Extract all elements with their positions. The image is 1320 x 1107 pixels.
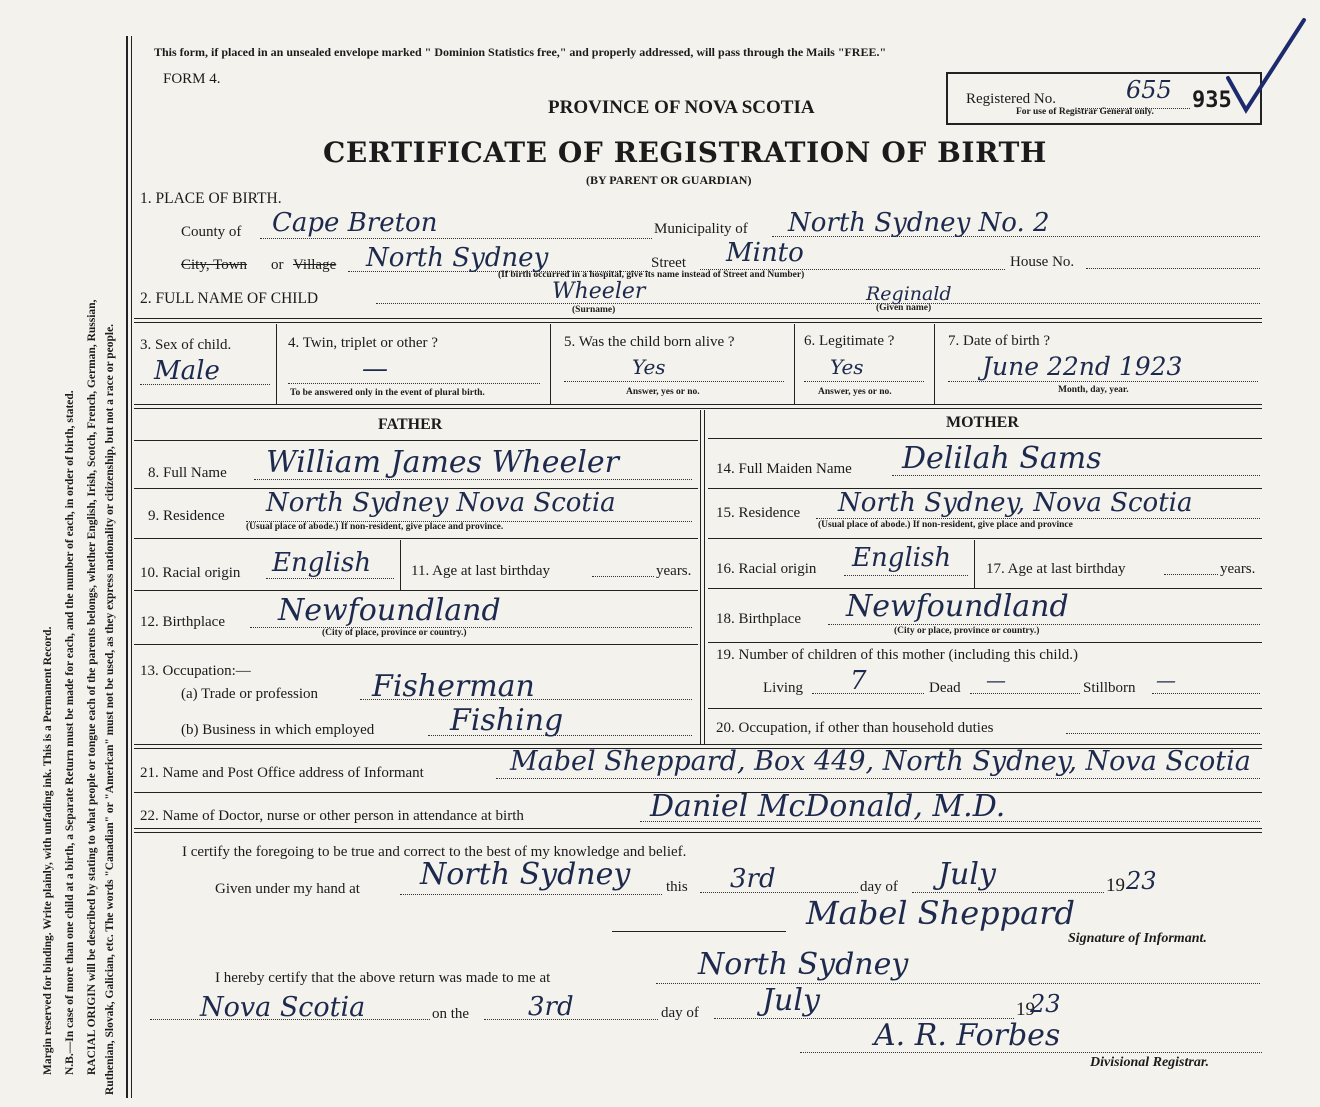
children-count-label: 19. Number of children of this mother (including this child.): [716, 647, 1079, 663]
registrar-day-of-label: day of: [661, 1005, 699, 1021]
registered-number-stamped: 935: [1192, 88, 1232, 113]
city-value: North Sydney: [366, 243, 549, 273]
county-label: County of: [181, 224, 242, 240]
mother-residence-caption: (Usual place of abode.) If non-resident, give place and province: [818, 520, 1073, 530]
margin-note-racial-origin: RACIAL ORIGIN will be described by stating to what people or tongue each of the parents belongs, whether English, Irish, Scotch, French, German, Russian,: [86, 299, 98, 1075]
registrar-place-value: North Sydney: [698, 947, 909, 982]
father-residence-caption: (Usual place of abode.) If non-resident, give place and province.: [246, 522, 504, 532]
municipality-label: Municipality of: [654, 221, 748, 237]
place-of-birth-label: 1. PLACE OF BIRTH.: [140, 190, 282, 207]
dead-value: —: [986, 668, 1006, 692]
informant-label: 21. Name and Post Office address of Informant: [140, 765, 424, 781]
informant-value: Mabel Sheppard, Box 449, North Sydney, Nova Scotia: [510, 746, 1251, 777]
registrar-use-note: For use of Registrar General only.: [1016, 107, 1154, 117]
checkmark-icon: [1224, 16, 1310, 116]
margin-note-binding: Margin reserved for binding. Write plainly, with unfading ink. This is a Permanent Record.: [42, 626, 54, 1075]
street-value: Minto: [726, 238, 804, 268]
business-value: Fishing: [450, 703, 564, 738]
given-year-value: 23: [1126, 867, 1157, 895]
living-label: Living: [763, 680, 803, 696]
dob-label: 7. Date of birth ?: [948, 333, 1051, 349]
mother-age-unit: years.: [1220, 561, 1256, 577]
occupation-label: 13. Occupation:—: [140, 663, 251, 679]
mother-birthplace-value: Newfoundland: [846, 589, 1069, 624]
stillborn-value: —: [1156, 668, 1176, 692]
alive-label: 5. Was the child born alive ?: [564, 334, 735, 350]
dead-label: Dead: [929, 680, 961, 696]
hospital-note: (If birth occurred in a hospital, give its name instead of Street and Number): [498, 270, 805, 280]
child-surname: Wheeler: [552, 279, 646, 304]
stillborn-label: Stillborn: [1083, 680, 1136, 696]
legitimate-caption: Answer, yes or no.: [818, 387, 892, 397]
mother-residence-value: North Sydney, Nova Scotia: [838, 488, 1193, 518]
registrar-signature-caption: Divisional Registrar.: [1090, 1055, 1210, 1070]
county-value: Cape Breton: [272, 208, 438, 238]
registrar-day-value: 3rd: [528, 992, 574, 1022]
mother-name-value: Delilah Sams: [902, 441, 1102, 476]
given-name-caption: (Given name): [876, 303, 932, 313]
father-age-label: 11. Age at last birthday: [411, 563, 550, 579]
business-label: (b) Business in which employed: [181, 722, 375, 738]
father-birthplace-label: 12. Birthplace: [140, 614, 225, 630]
child-name-label: 2. FULL NAME OF CHILD: [140, 290, 319, 307]
trade-label: (a) Trade or profession: [181, 686, 319, 702]
sex-label: 3. Sex of child.: [140, 337, 232, 353]
mother-age-label: 17. Age at last birthday: [986, 561, 1126, 577]
given-month-value: July: [938, 857, 996, 892]
alive-caption: Answer, yes or no.: [626, 387, 700, 397]
registered-number-handwritten: 655: [1126, 76, 1172, 104]
house-no-label: House No.: [1010, 254, 1075, 270]
given-day-value: 3rd: [730, 864, 776, 894]
mother-heading: MOTHER: [946, 414, 1019, 431]
city-or: or: [271, 257, 284, 273]
father-name-label: 8. Full Name: [148, 465, 227, 481]
mother-racial-value: English: [852, 543, 952, 573]
father-residence-value: North Sydney Nova Scotia: [266, 488, 616, 518]
given-year-prefix: 19: [1106, 875, 1125, 896]
registrar-month-value: July: [762, 983, 820, 1018]
legitimate-value: Yes: [830, 355, 864, 379]
father-residence-label: 9. Residence: [148, 508, 225, 524]
certificate-subtitle: (BY PARENT OR GUARDIAN): [586, 173, 752, 187]
given-place-value: North Sydney: [420, 857, 631, 892]
child-given-name: Reginald: [866, 283, 952, 305]
province-heading: PROVINCE OF NOVA SCOTIA: [548, 97, 815, 118]
day-of-label: day of: [860, 879, 898, 895]
mother-residence-label: 15. Residence: [716, 505, 801, 521]
dob-value: June 22nd 1923: [982, 352, 1183, 381]
margin-border-line-inner: [131, 36, 132, 1098]
form-number: FORM 4.: [163, 71, 221, 87]
informant-signature-caption: Signature of Informant.: [1068, 931, 1207, 946]
margin-note-multiple-births: N.B.—In case of more than one child at a birth, a Separate Return must be made for each, and the number of each, in order of birth, stated.: [64, 390, 76, 1075]
mother-birthplace-caption: (City or place, province or country.): [894, 626, 1040, 636]
certificate-title: CERTIFICATE OF REGISTRATION OF BIRTH: [323, 136, 1047, 169]
margin-border-line: [126, 36, 128, 1098]
dob-caption: Month, day, year.: [1058, 385, 1129, 395]
living-value: 7: [850, 666, 867, 696]
registrar-place2-value: Nova Scotia: [200, 992, 366, 1023]
mother-birthplace-label: 18. Birthplace: [716, 611, 801, 627]
registered-label: Registered No.: [966, 91, 1056, 107]
father-heading: FATHER: [378, 416, 443, 433]
registrar-signature: A. R. Forbes: [874, 1018, 1061, 1053]
father-racial-label: 10. Racial origin: [140, 565, 241, 581]
certify-statement: I certify the foregoing to be true and correct to the best of my knowledge and belief.: [182, 844, 687, 860]
mother-racial-label: 16. Racial origin: [716, 561, 817, 577]
this-label: this: [666, 879, 688, 895]
registrar-year-value: 23: [1030, 990, 1061, 1018]
street-label: Street: [651, 255, 686, 271]
father-age-unit: years.: [656, 563, 692, 579]
doctor-value: Daniel McDonald, M.D.: [650, 789, 1006, 824]
city-town-struck: City, Town: [181, 257, 248, 273]
registration-box: [946, 72, 1262, 125]
informant-signature: Mabel Sheppard: [806, 894, 1075, 932]
surname-caption: (Surname): [572, 305, 616, 315]
twin-label: 4. Twin, triplet or other ?: [288, 335, 438, 351]
given-under-label: Given under my hand at: [215, 881, 360, 897]
mother-occupation-label: 20. Occupation, if other than household duties: [716, 720, 994, 736]
mail-notice: This form, if placed in an unsealed envelope marked " Dominion Statistics free," and properly addressed, will pass through the Mails "FREE.": [154, 45, 887, 59]
margin-note-racial-origin-2: Ruthenian, Slovak, Galician, etc. The words "Canadian" or "American" must not be used, as they express nationality or citizenship, but not a race or people.: [104, 323, 116, 1095]
mother-name-label: 14. Full Maiden Name: [716, 461, 852, 477]
sex-value: Male: [154, 356, 220, 386]
binding-margin: [0, 0, 128, 1107]
trade-value: Fisherman: [372, 669, 535, 704]
registrar-statement: I hereby certify that the above return was made to me at: [215, 970, 551, 986]
twin-caption: To be answered only in the event of plural birth.: [290, 388, 485, 398]
village-struck: Village: [293, 257, 337, 273]
doctor-label: 22. Name of Doctor, nurse or other person in attendance at birth: [140, 808, 524, 824]
father-birthplace-value: Newfoundland: [278, 593, 501, 628]
twin-value: —: [362, 354, 388, 384]
alive-value: Yes: [632, 355, 666, 379]
municipality-value: North Sydney No. 2: [788, 208, 1050, 238]
father-birthplace-caption: (City of place, province or country.): [322, 628, 467, 638]
father-name-value: William James Wheeler: [266, 445, 619, 480]
registrar-year-prefix: 19: [1016, 999, 1035, 1020]
legitimate-label: 6. Legitimate ?: [804, 333, 895, 349]
father-racial-value: English: [272, 548, 372, 578]
on-the-label: on the: [432, 1006, 470, 1022]
